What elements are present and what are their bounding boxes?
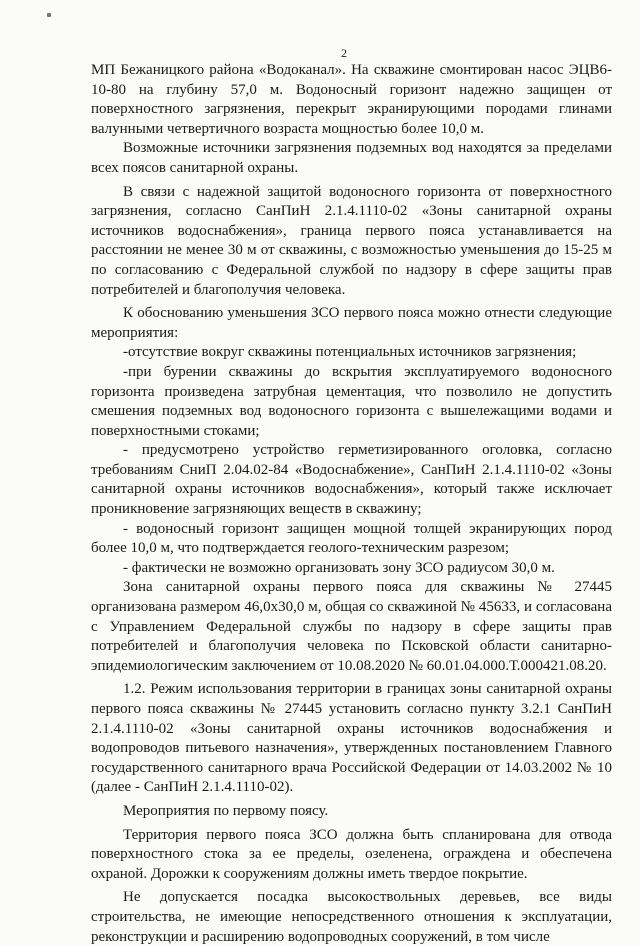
list-item: -отсутствие вокруг скважины потенциальных источников загрязнения;	[123, 344, 577, 361]
list-item: - предусмотрено устройство герметизированного оголовка, согласно требованиям СниП 2.04.02-84 «Водоснабжение», СанПиН 2.1.4.1110-02 «Зоны санитарной охраны источников водоснабжения», который также исключает проникновение загрязняющих веществ в скважину;	[91, 442, 612, 518]
paragraph-pollution-sources: Возможные источники загрязнения подземных вод находятся за пределами всех поясов санитарной охраны.	[91, 140, 612, 176]
page-number: 2	[341, 46, 347, 60]
paragraph-section-1-2: 1.2. Режим использования территории в границах зоны санитарной охраны первого пояса скважины № 27445 установить согласно пункту 3.2.1 СанПиН 2.1.4.1110-02 «Зоны санитарной охраны источников водоснабжения и водопроводов питьевого назначения», утвержденных постановлением Главного государственного санитарного врача Российской Федерации от 14.03.2002 № 10 (далее - СанПиН 2.1.4.1110-02).	[91, 681, 612, 796]
paragraph-first-belt-heading: Мероприятия по первому поясу.	[123, 802, 329, 819]
list-item: - фактически не возможно организовать зону ЗСО радиусом 30,0 м.	[123, 559, 555, 576]
paragraph-zone-size: Зона санитарной охраны первого пояса для скважины № 27445 организована размером 46,0х30,0 м, общая со скважиной № 45633, и согласована с Управлением Федеральной службы по надзору в сфере защиты прав потребителей и благополучия человека по Псковской области санитарно-эпидемиологическим заключением от 10.08.2020 № 60.01.04.000.Т.000421.08.20.	[91, 579, 612, 674]
list-item: -при бурении скважины до вскрытия эксплуатируемого водоносного горизонта произведена затрубная цементация, что позволило не допустить смешения подземных вод водоносного горизонта с вышележащими водами и поверхностными стоками;	[91, 363, 612, 439]
body-text	[91, 61, 612, 947]
list-item: - водоносный горизонт защищен мощной толщей экранирующих пород более 10,0 м, что подтверждается геолого-техническим разрезом;	[91, 520, 612, 557]
paragraph-territory: Территория первого пояса ЗСО должна быть спланирована для отвода поверхностного стока за ее пределы, озеленена, ограждена и обеспечена охраной. Дорожки к сооружениям должны иметь твердое покрытие.	[91, 826, 612, 882]
paragraph-prohibitions: Не допускается посадка высокоствольных деревьев, все виды строительства, не имеющие непосредственного отношения к эксплуатации, реконструкции и расширению водопроводных сооружений, в том числе	[91, 889, 612, 945]
paragraph-first-belt-boundary: В связи с надежной защитой водоносного горизонта от поверхностного загрязнения, согласно СанПиН 2.1.4.1110-02 «Зоны санитарной охраны источников водоснабжения», граница первого пояса устанавливается на расстоянии не менее 30 м от скважины, с возможностью уменьшения до 15-25 м по согласованию с Федеральной службой по надзору в сфере защиты прав потребителей и благополучия человека.	[91, 183, 612, 298]
paragraph-continuation: МП Бежаницкого района «Водоканал». На скважине смонтирован насос ЭЦВ6-10-80 на глубину 57,0 м. Водоносный горизонт надежно защищен от поверхностного загрязнения, перекрыт экранирующими породами глинами валунными четвертичного возраста мощностью более 10,0 м.	[91, 62, 612, 137]
paragraph-measures-intro: К обоснованию уменьшения ЗСО первого пояса можно отнести следующие мероприятия:	[91, 305, 612, 341]
scan-speck	[47, 13, 51, 17]
